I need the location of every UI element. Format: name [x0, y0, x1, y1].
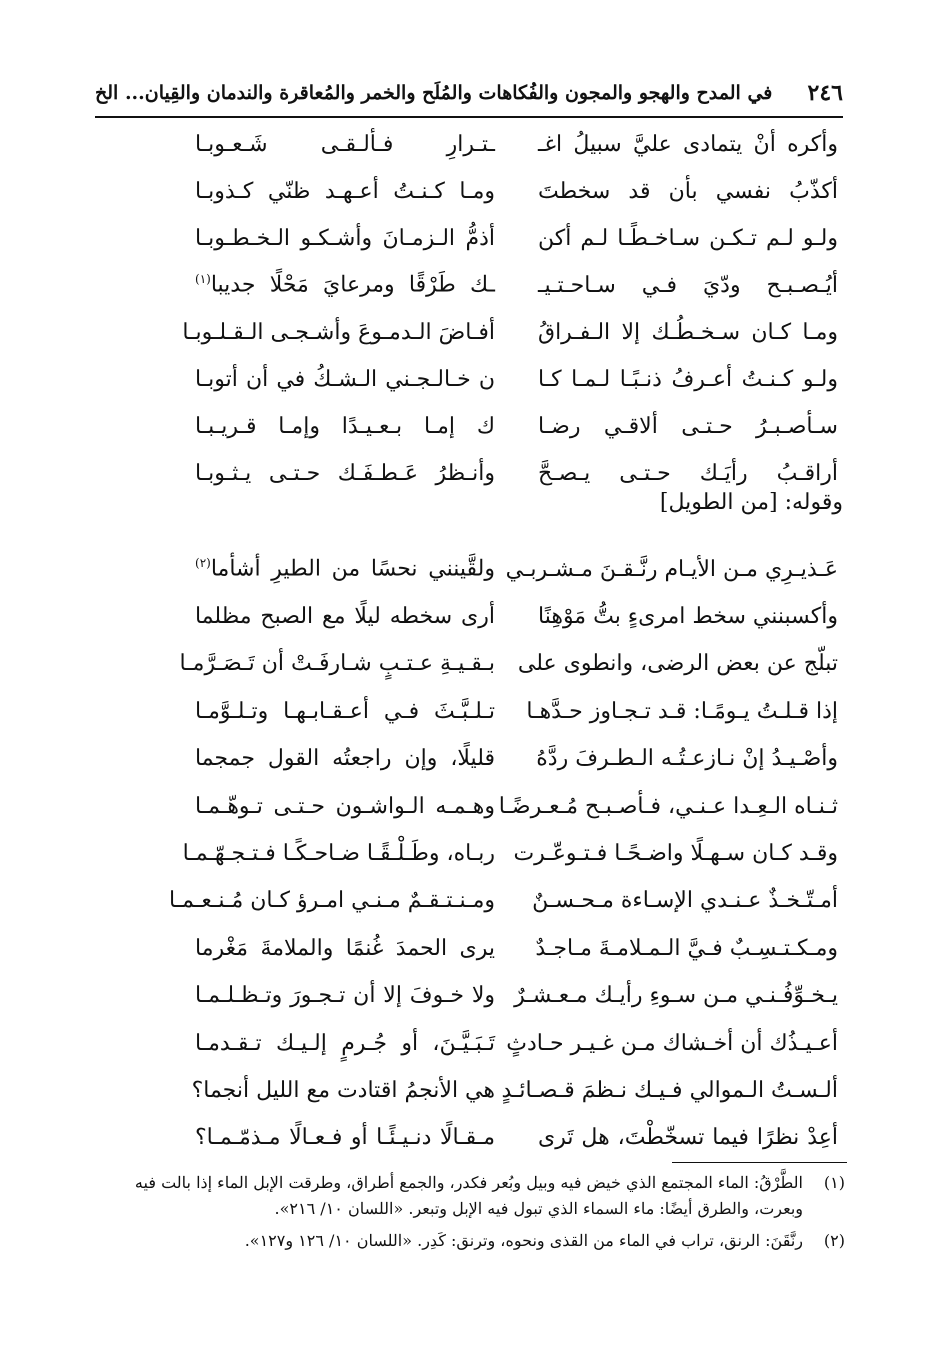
running-title: في المدح والهجو والمجون والفُكاهات والمُلَح والخمر والمُعاقرة والندمان والقِيان... الخ	[95, 82, 773, 104]
page-header	[95, 70, 843, 118]
hemistich-left: ـك طَرْقًا ومرعايَ مَحْلًا جديبا$^{(١)}$	[195, 272, 495, 298]
hemistich-left: هي الأنجمُ اقتادت مع الليل أنجما؟	[191, 1077, 495, 1103]
hemistich-left: بـقـيـةِ عـتـبٍ شـارفَـتْ أن تَـصَـرَّمـا	[179, 651, 495, 677]
hemistich-right: ثـنـاه الـعِـدا عـنـي، فـأصـبـح مُـعـرضًـا	[498, 793, 838, 819]
footnote-ref: (٢)	[195, 556, 211, 571]
verse	[95, 214, 843, 262]
verse	[95, 1066, 843, 1114]
hemistich-right: ولـو كـنـتُ أعـرفُ ذنـبًـا لـمـا كـا	[538, 366, 838, 392]
verse	[95, 167, 843, 215]
hemistich-left: أرى سخطه ليلًا مع الصبح مظلما	[195, 603, 495, 629]
hemistich-right: وقـد كـان سـهـلًا واضـحًـا فـتـوعّـرت	[513, 840, 838, 866]
hemistich-right: أيُـصـبـح ودّيَ فـي سـاحـتـيـ	[538, 272, 838, 298]
hemistich-right: وأكره أنْ يتمادى عليَّ سبيلُ اغـ	[538, 131, 838, 157]
verse	[95, 1019, 843, 1067]
hemistich-left: أذمُّ الـزمـانَ وأشـكـو الـخـطـوبـا	[195, 225, 495, 251]
verse	[95, 545, 843, 593]
hemistich-left: وأنـظرُ عَـطـفَـك حـتـى يـثـوبـا	[195, 460, 495, 486]
footnote-text: الطَّرْقُ: الماء المجتمع الذي خيض فيه وبيل وبُعر فكدر، والجمع أطراق، وطرقت الإبل الماء إذا بالت فيه وبعرت، والطرق أيضًا: ماء السماء الذي تبول فيه الإبل وتبعر. «اللسان ١٠/ ٢١٦».	[134, 1173, 803, 1218]
verse	[95, 735, 843, 783]
verse	[95, 120, 843, 168]
footnote-number: (٢)	[823, 1231, 845, 1250]
hemistich-right: تبلّج عن بعض الرضى، وانطوى على	[517, 651, 838, 677]
hemistich-right: أمـتّـخـذٌ عـنـدي الإسـاءة مـحـسـنٌ	[532, 888, 838, 914]
hemistich-left: ن خـالـجـني الـشـكُ في أن أتوبـا	[195, 366, 495, 392]
footnote-divider	[672, 1162, 847, 1163]
verse	[95, 308, 843, 356]
hemistich-right: ومـكـتـسِـبٌ فـيَّ الـمـلامـةَ مـاجـدٌ	[535, 935, 838, 961]
verse	[95, 640, 843, 688]
footnote	[95, 1228, 845, 1254]
verse	[95, 355, 843, 403]
hemistich-right: إذا قـلـتُ يـومًـا: قـد تـجـاوز حـدَّهـا	[526, 698, 838, 724]
hemistich-right: ومـا كـان سـخـطُـك إلا الـفـراقُ	[538, 319, 838, 345]
verse	[95, 829, 843, 877]
hemistich-left: ك إمـا بـعـيـدًا وإمـا قـريـبـا	[195, 413, 495, 439]
hemistich-left: ـتـرارِ فـألـقـى شَـعـوبـا	[195, 131, 495, 157]
hemistich-right: ألـسـتُ الـموالي فـيـك نـظمَ قـصـائـدٍ	[501, 1077, 838, 1103]
verse	[95, 924, 843, 972]
hemistich-left: ومـنـتـقـمٌ مـنـي امـرؤ كـان مُـنـعـمـا	[169, 888, 495, 914]
hemistich-right: أعـيـذُك أن أخـشاك مـن غـيـر حـادثٍ	[506, 1030, 838, 1056]
verse	[95, 782, 843, 830]
verse	[95, 1114, 843, 1162]
hemistich-left: مـقـالًا دنـيـئًـا أو فـعـالًا مـذمّـمـا؟	[195, 1125, 495, 1151]
footnote-text: رنَّقَنَ: الرنق، تراب في الماء من القذى ونحوه، وترنق: كَدِر. «اللسان ١٠/ ١٢٦ و١٢٧».	[244, 1231, 803, 1250]
hemistich-right: أكذّبُ نفسي بأن قد سخطتَ	[538, 178, 838, 204]
hemistich-right: أراقـبُ رأيَـك حـتـى يـصـحَّ	[538, 460, 838, 486]
hemistich-right: عَـذيـرِي مـن الأيـام رنَّـقـنَ مـشـربـي	[505, 556, 838, 582]
footnote-ref: (١)	[195, 272, 211, 287]
hemistich-right: وأصْـيـدُ إنْ نـازعـتُـه الـطـرفَ ردَّهُ	[536, 746, 838, 772]
hemistich-left: ومـا كـنـتُ أعـهـد ظنّي كـذوبـا	[195, 178, 495, 204]
verse	[95, 877, 843, 925]
hemistich-right: سـأصـبـرُ حـتـى ألاقـي رضـا	[538, 413, 838, 439]
hemistich-left: أفـاضَ الـدمـوعَ وأشـجـى الـقـلـوبـا	[182, 319, 495, 345]
hemistich-left: ولقَّينني نحسًا من الطيرِ أشأما$^{(٢)}$	[195, 556, 495, 582]
verse	[95, 261, 843, 309]
hemistich-left: وهـمـه الـواشـون حـتـى تـوهّـمـا	[195, 793, 495, 819]
hemistich-left: تَـبَـيَّـنَ، أو جُـرمٍ إلـيـك تـقـدمـا	[195, 1030, 495, 1056]
verse	[95, 687, 843, 735]
verse	[95, 592, 843, 640]
poem-intro: وقوله: [من الطويل]	[659, 490, 843, 515]
hemistich-right: يـخـوِّفُـنـي مـن سـوءِ رأيـك مـعـشـرٌ	[514, 983, 838, 1009]
verse	[95, 972, 843, 1020]
hemistich-right: ولـو لـم تـكـن سـاخـطًـا لـم أكن	[538, 225, 838, 251]
hemistich-left: ربـاه، وطَـلْـقًـا ضـاحـكًـا فـتـجـهّـمـا	[182, 840, 495, 866]
verse	[95, 402, 843, 450]
page-number: ٢٤٦	[807, 80, 843, 106]
hemistich-left: ولا خـوفَ إلا أن تـجـورَ وتـظـلـمـا	[195, 983, 495, 1009]
footnotes	[95, 1170, 845, 1254]
hemistich-left: يرى الحمدَ غُنمًا والملامةَ مَغْرما	[195, 935, 495, 961]
hemistich-left: تـلـبَّـثَ فـي أعـقـابـهـا وتـلـوَّمـا	[195, 698, 495, 724]
hemistich-right: أعِدْ نظرًا فيما تسخّطْتَ، هل تَرى	[538, 1125, 838, 1151]
footnote-number: (١)	[823, 1173, 845, 1192]
hemistich-right: وأكسبنني سخط امرىءٍ بتُّ مَوْهِنًا	[538, 603, 838, 629]
footnote	[95, 1170, 845, 1222]
hemistich-left: قليلًا، وإن راجعتُه القول جمجما	[195, 746, 495, 772]
